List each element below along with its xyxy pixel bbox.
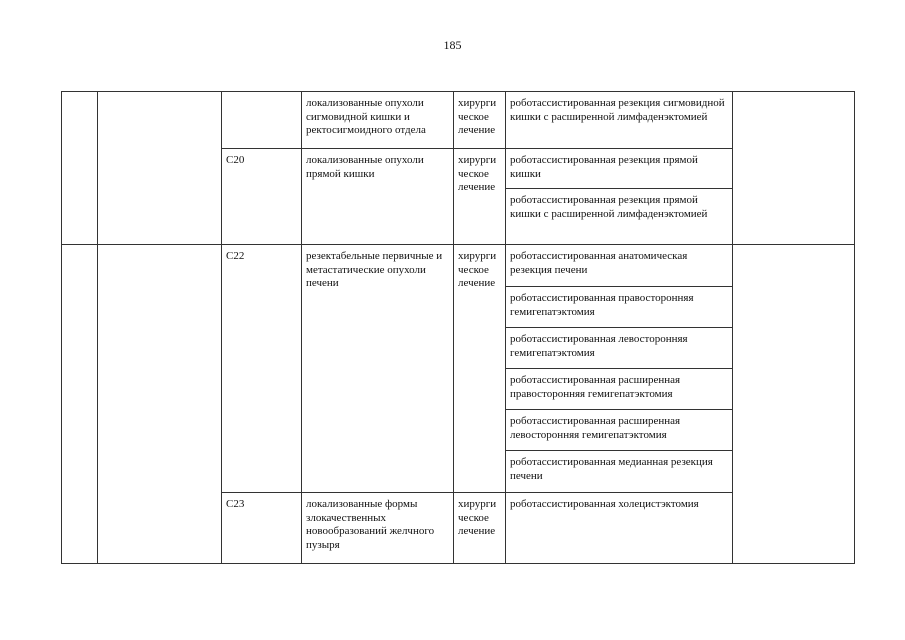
empty-cell-cost: [733, 92, 855, 245]
treatment-type-cell: хирурги ческое лечение: [454, 149, 506, 245]
empty-cell-cost: [733, 245, 855, 564]
code-cell: C23: [222, 493, 302, 564]
method-cell: роботассистированная медианная резекция печени: [506, 451, 733, 493]
table-row: [62, 92, 855, 149]
method-cell: роботассистированная правосторонняя гемигепатэктомия: [506, 287, 733, 328]
method-cell: роботассистированная холецистэктомия: [506, 493, 733, 564]
empty-cell-profile: [98, 245, 222, 564]
method-cell: роботассистированная анатомическая резекция печени: [506, 245, 733, 287]
page-number: 185: [443, 38, 462, 52]
code-cell-empty: [222, 92, 302, 149]
method-cell: роботассистированная расширенная левосторонняя гемигепатэктомия: [506, 410, 733, 451]
method-cell: роботассистированная левосторонняя гемигепатэктомия: [506, 328, 733, 369]
treatment-type-cell: хирурги ческое лечение: [454, 245, 506, 493]
method-cell: роботассистированная расширенная правосторонняя гемигепатэктомия: [506, 369, 733, 410]
method-cell: роботассистированная резекция сигмовидной кишки с расширенной лимфаденэктомией: [506, 92, 733, 149]
table-row: [62, 245, 855, 287]
empty-cell-number: [62, 245, 98, 564]
diagnosis-cell: локализованные опухоли прямой кишки: [302, 149, 454, 245]
treatment-type-cell: хирурги ческое лечение: [454, 92, 506, 149]
diagnosis-cell: локализованные формы злокачественных новообразований желчного пузыря: [302, 493, 454, 564]
empty-cell-number: [62, 92, 98, 245]
procedures-table: [61, 91, 855, 564]
diagnosis-cell: локализованные опухоли сигмовидной кишки и ректосигмоидного отдела: [302, 92, 454, 149]
empty-cell-profile: [98, 92, 222, 245]
treatment-type-cell: хирурги ческое лечение: [454, 493, 506, 564]
code-cell: C20: [222, 149, 302, 245]
diagnosis-cell: резектабельные первичные и метастатические опухоли печени: [302, 245, 454, 493]
method-cell: роботассистированная резекция прямой кишки: [506, 149, 733, 189]
method-cell: роботассистированная резекция прямой кишки с расширенной лимфаденэктомией: [506, 189, 733, 245]
code-cell: C22: [222, 245, 302, 493]
